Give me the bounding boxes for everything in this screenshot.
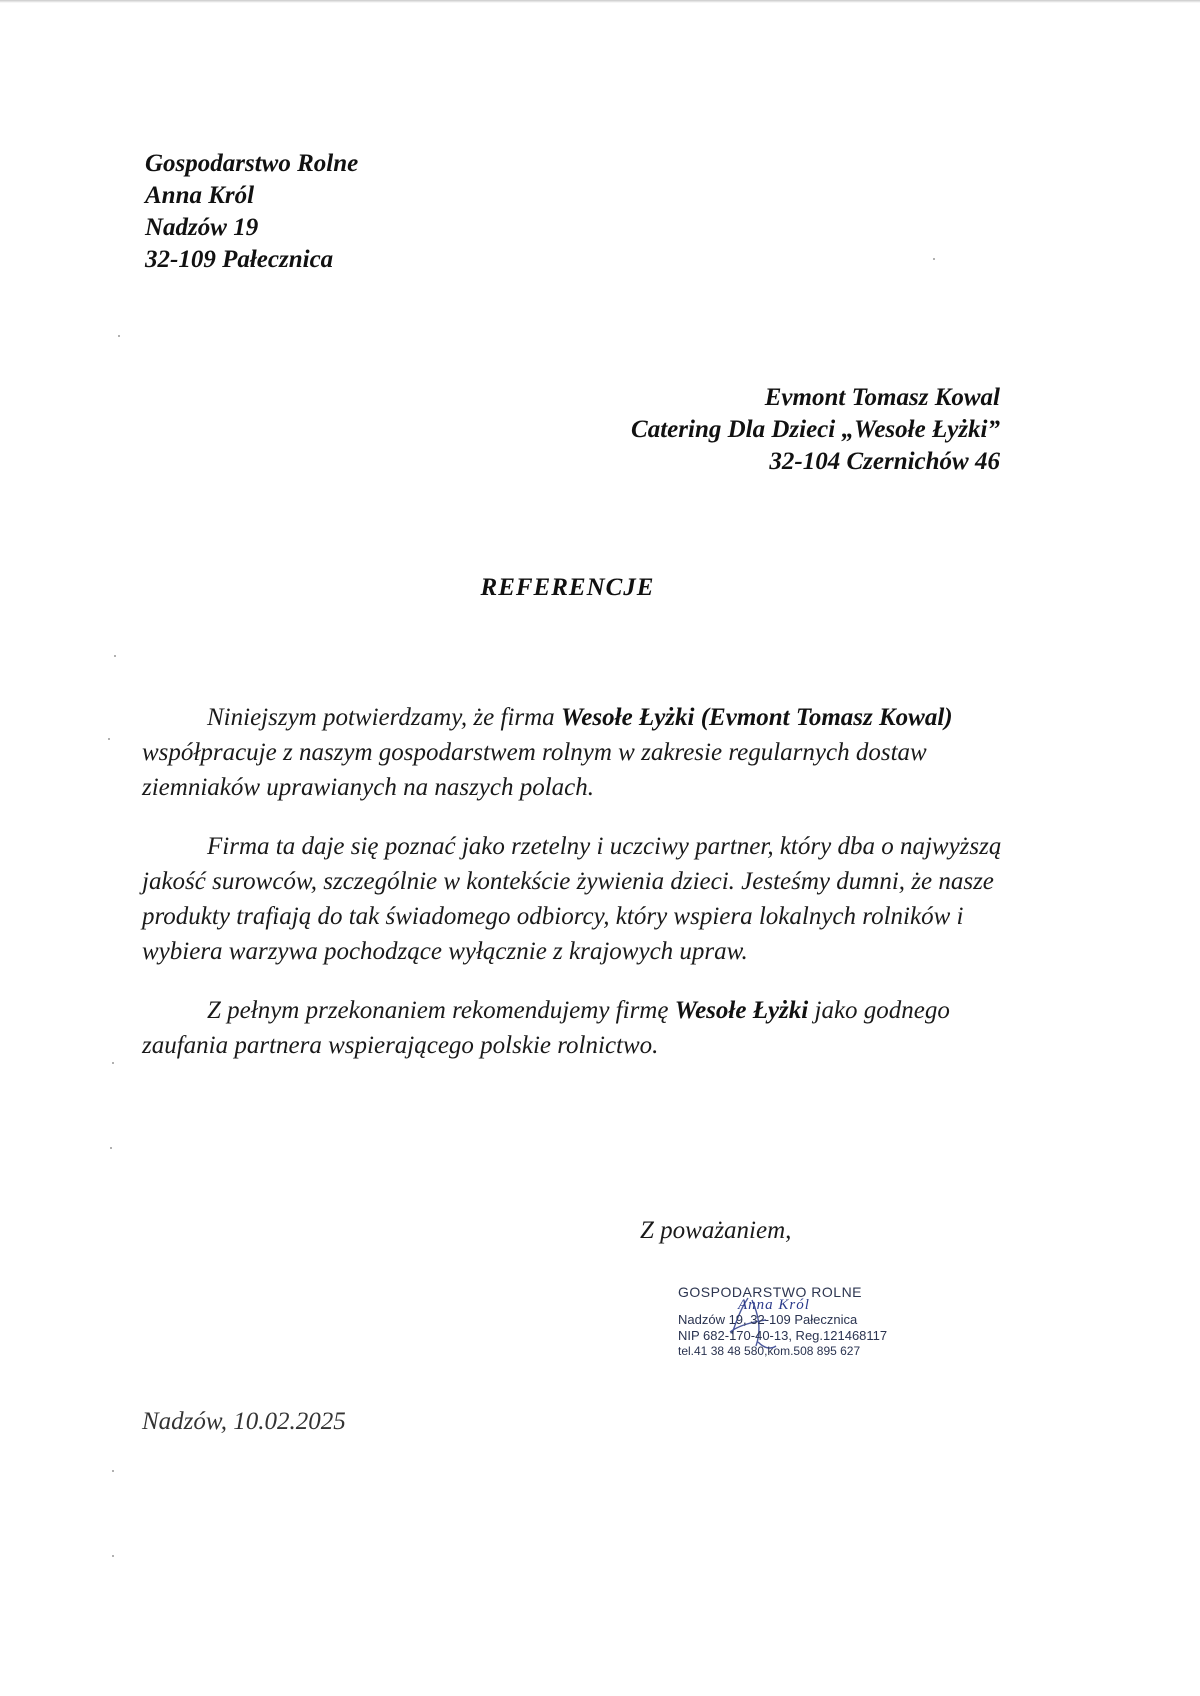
paragraph-1 [142, 700, 1012, 805]
scan-speck [112, 1470, 114, 1472]
paragraph-3 [142, 993, 1012, 1063]
stamp-address: Nadzów 19, 32-109 Pałecznica [678, 1312, 858, 1327]
paragraph-3-text-end: jako godnego zaufania partnera wspierającego polskie rolnictwo. [142, 997, 950, 1059]
paragraph-1-company-name: Wesołe Łyżki (Evmont Tomasz Kowal) [560, 704, 953, 731]
sender-city: 32-109 Pałecznica [145, 246, 334, 273]
stamp-signature: Anna Król [738, 1297, 810, 1313]
scan-speck [933, 258, 935, 260]
closing-salutation: Z poważaniem, [640, 1217, 792, 1244]
scan-speck [118, 335, 120, 337]
stamp-company-name: GOSPODARSTWO ROLNE [678, 1284, 863, 1300]
scan-top-edge [0, 0, 1200, 3]
recipient-company: Catering Dla Dzieci „Wesołe Łyżki” [631, 416, 1000, 443]
letter-body [142, 700, 1012, 1087]
paragraph-1-text-start: Niniejszym potwierdzamy, że firma [207, 704, 561, 731]
company-stamp [678, 1284, 928, 1380]
stamp-phone: tel.41 38 48 580,kom.508 895 627 [678, 1344, 861, 1358]
sender-owner: Anna Król [145, 182, 255, 209]
recipient-city: 32-104 Czernichów 46 [769, 448, 1000, 475]
stamp-nip-regon: NIP 682-170-40-13, Reg.121468117 [678, 1328, 888, 1343]
paragraph-2-text: Firma ta daje się poznać jako rzetelny i uczciwy partner, który dba o najwyższą jakość surowców, szczególnie w kontekście żywienia dzieci. Jesteśmy dumni, że nasze produkty trafiają do tak świadomego odbiorcy, który wspiera lokalnych rolników i wybiera warzywa pochodzące wyłącznie z krajowych upraw. [142, 833, 1002, 965]
paragraph-3-text-start: Z pełnym przekonaniem rekomendujemy firmę [207, 997, 675, 1024]
paragraph-2 [142, 829, 1012, 969]
recipient-address [631, 382, 1000, 478]
scan-speck [110, 1147, 112, 1149]
document-title: REFERENCJE [480, 574, 655, 601]
scan-speck [114, 655, 116, 657]
place-and-date: Nadzów, 10.02.2025 [142, 1408, 346, 1435]
scan-speck [112, 1555, 114, 1557]
sender-name: Gospodarstwo Rolne [145, 150, 359, 177]
sender-address [145, 148, 358, 276]
scan-speck [108, 738, 110, 740]
paragraph-1-text-end: współpracuje z naszym gospodarstwem rolnym w zakresie regularnych dostaw ziemniaków uprawianych na naszych polach. [142, 739, 927, 801]
paragraph-3-company-name: Wesołe Łyżki [674, 997, 809, 1024]
recipient-name: Evmont Tomasz Kowal [764, 384, 1000, 411]
sender-street: Nadzów 19 [145, 214, 259, 241]
scan-speck [112, 1062, 114, 1064]
